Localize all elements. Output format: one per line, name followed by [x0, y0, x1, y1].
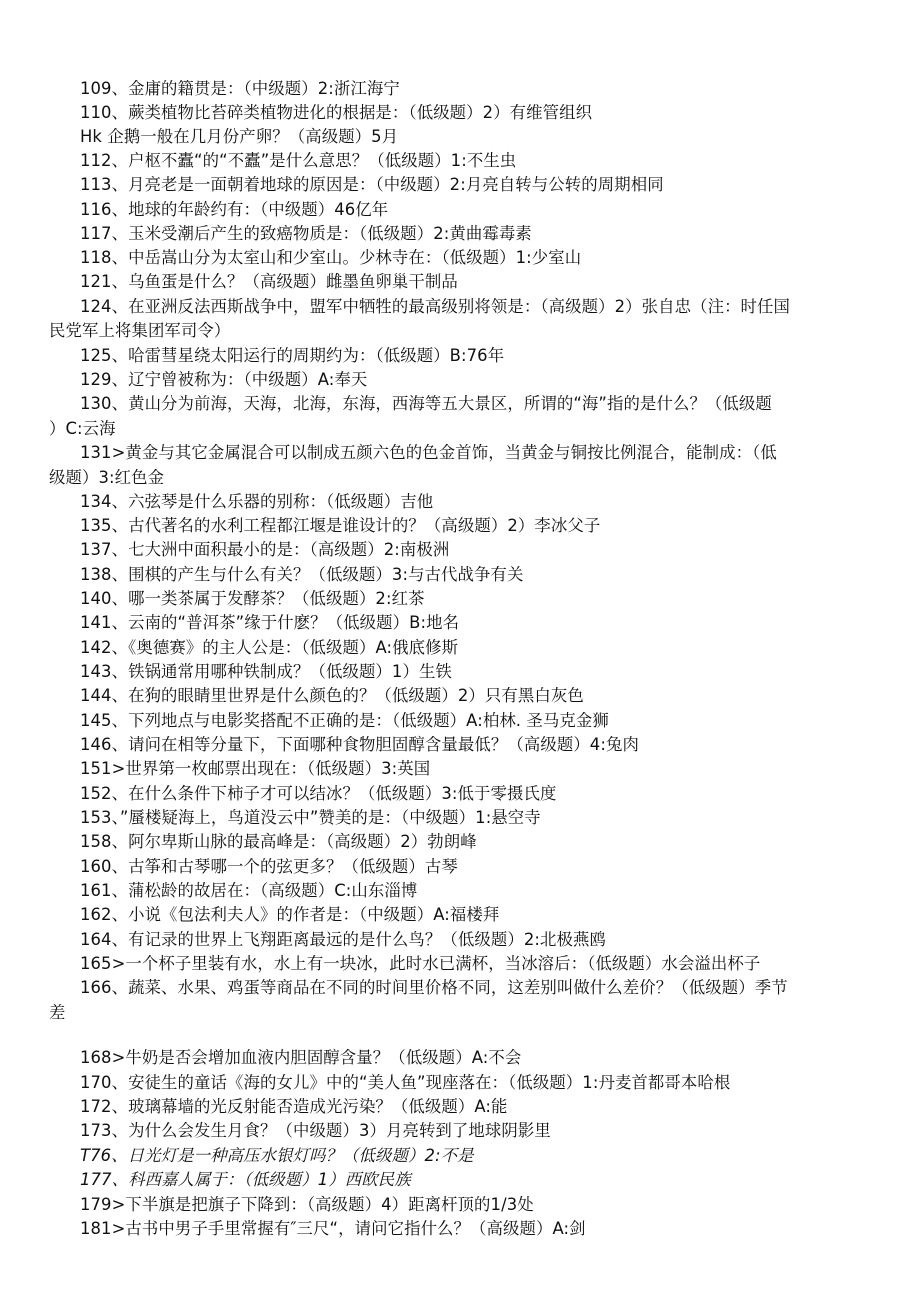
- question-line: 110、蕨类植物比苔碎类植物进化的根据是：（低级题）2）有维管组织: [80, 103, 593, 122]
- question-line: 138、围棋的产生与什么有关？（低级题）3:与古代战争有关: [80, 565, 524, 584]
- question-line: 124、在亚洲反法西斯战争中，盟军中牺牲的最高级别将领是：（高级题）2）张自忠（注：时任国: [80, 297, 791, 316]
- question-line: 161、蒲松龄的故居在：（高级题）C:山东淄博: [80, 881, 418, 900]
- question-line: 109、金庸的籍贯是：（中级题）2:浙江海宁: [80, 79, 400, 98]
- question-continuation-line: ）C:云海: [49, 419, 116, 438]
- question-line: 152、在什么条件下柿子才可以结冰？（低级题）3:低于零摄氏度: [80, 784, 557, 803]
- question-continuation-line: 差: [49, 1003, 66, 1022]
- question-continuation-line: 民党军上将集团军司令）: [49, 321, 231, 340]
- question-line: 112、户枢不蠹“的“不蠹”是什么意思？（低级题）1:不生虫: [80, 151, 517, 170]
- question-line: 143、铁锅通常用哪种铁制成？（低级题）1）生铁: [80, 662, 452, 681]
- question-line: 140、哪一类茶属于发酵茶？（低级题）2:红茶: [80, 589, 425, 608]
- question-line: 165>一个杯子里装有水，水上有一块冰，此时水已满杯，当冰溶后：（低级题）水会溢出杯子: [80, 954, 761, 973]
- question-line: 125、哈雷彗星绕太阳运行的周期约为：（低级题）B:76年: [80, 346, 505, 365]
- question-line: 181>古书中男子手里常握有″三尺“，请问它指什么？（高级题）A:剑: [80, 1219, 586, 1238]
- question-line: 145、下列地点与电影奖搭配不正确的是：（低级题）A:柏林. 圣马克金狮: [80, 711, 609, 730]
- question-line: 158、阿尔卑斯山脉的最高峰是：（高级题）2）勃朗峰: [80, 832, 477, 851]
- question-line: 116、地球的年龄约有：（中级题）46亿年: [80, 200, 389, 219]
- question-continuation-line: 级题）3:红色金: [49, 468, 165, 487]
- question-line: 131>黄金与其它金属混合可以制成五颜六色的色金首饰，当黄金与铜按比例混合，能制成：（低: [80, 443, 777, 462]
- question-line: 118、中岳嵩山分为太室山和少室山。少林寺在：（低级题）1:少室山: [80, 248, 582, 267]
- question-line: 117、玉米受潮后产生的致癌物质是：（低级题）2:黄曲霉毒素: [80, 224, 532, 243]
- question-line: 137、七大洲中面积最小的是：（高级题）2:南极洲: [80, 540, 450, 559]
- question-line: 141、云南的“普洱茶”缘于什麽？（低级题）B:地名: [80, 613, 460, 632]
- question-line: 142、《奥德赛》的主人公是：（低级题）A:俄底修斯: [80, 638, 459, 657]
- question-line: 179>下半旗是把旗子下降到：（高级题）4）距离杆顶的1/3处: [80, 1195, 534, 1214]
- question-line: 162、小说《包法利夫人》的作者是：（中级题）A:福楼拜: [80, 905, 500, 924]
- question-line: 151>世界第一枚邮票出现在：（低级题）3:英国: [80, 759, 431, 778]
- question-line: 172、玻璃幕墙的光反射能否造成光污染？（低级题）A:能: [80, 1097, 508, 1116]
- question-line: Hk 企鹅一般在几月份产卵？（高级题）5月: [80, 127, 399, 146]
- question-line: 144、在狗的眼睛里世界是什么颜色的？（低级题）2）只有黑白灰色: [80, 686, 584, 705]
- question-line: 121、乌鱼蛋是什么？（高级题）雌墨鱼卵巢干制品: [80, 272, 458, 291]
- question-line: 177、科西嘉人属于：（低级题）1）西欧民族: [80, 1170, 411, 1189]
- question-line: 173、为什么会发生月食？（中级题）3）月亮转到了地球阴影里: [80, 1121, 551, 1140]
- question-line: 113、月亮老是一面朝着地球的原因是：（中级题）2:月亮自转与公转的周期相同: [80, 175, 664, 194]
- question-line: 129、辽宁曾被称为：（中级题）A:奉天: [80, 370, 368, 389]
- question-line: 153、”蜃楼疑海上，鸟道没云中”赞美的是：（中级题）1:悬空寺: [80, 808, 541, 827]
- question-line: 146、请问在相等分量下，下面哪种食物胆固醇含量最低？（高级题）4:兔肉: [80, 735, 639, 754]
- question-line: 170、安徒生的童话《海的女儿》中的“美人鱼”现座落在：（低级题）1:丹麦首都哥本哈根: [80, 1073, 731, 1092]
- question-line: T76、日光灯是一种高压水银灯吗？（低级题）2:不是: [80, 1146, 474, 1165]
- question-line: 130、黄山分为前海，天海，北海，东海，西海等五大景区，所谓的“海”指的是什么？（低级题: [80, 394, 772, 413]
- question-line: 166、蔬菜、水果、鸡蛋等商品在不同的时间里价格不同，这差别叫做什么差价？（低级题）季节: [80, 978, 788, 997]
- question-line: 168>牛奶是否会增加血液内胆固醇含量？（低级题）A:不会: [80, 1048, 522, 1067]
- question-line: 160、古筝和古琴哪一个的弦更多？（低级题）古琴: [80, 857, 458, 876]
- question-line: 164、有记录的世界上飞翔距离最远的是什么鸟？（低级题）2:北极燕鸥: [80, 930, 606, 949]
- question-line: 135、古代著名的水利工程都江堰是谁设计的？（高级题）2）李冰父子: [80, 516, 601, 535]
- question-line: 134、六弦琴是什么乐器的别称：（低级题）吉他: [80, 492, 434, 511]
